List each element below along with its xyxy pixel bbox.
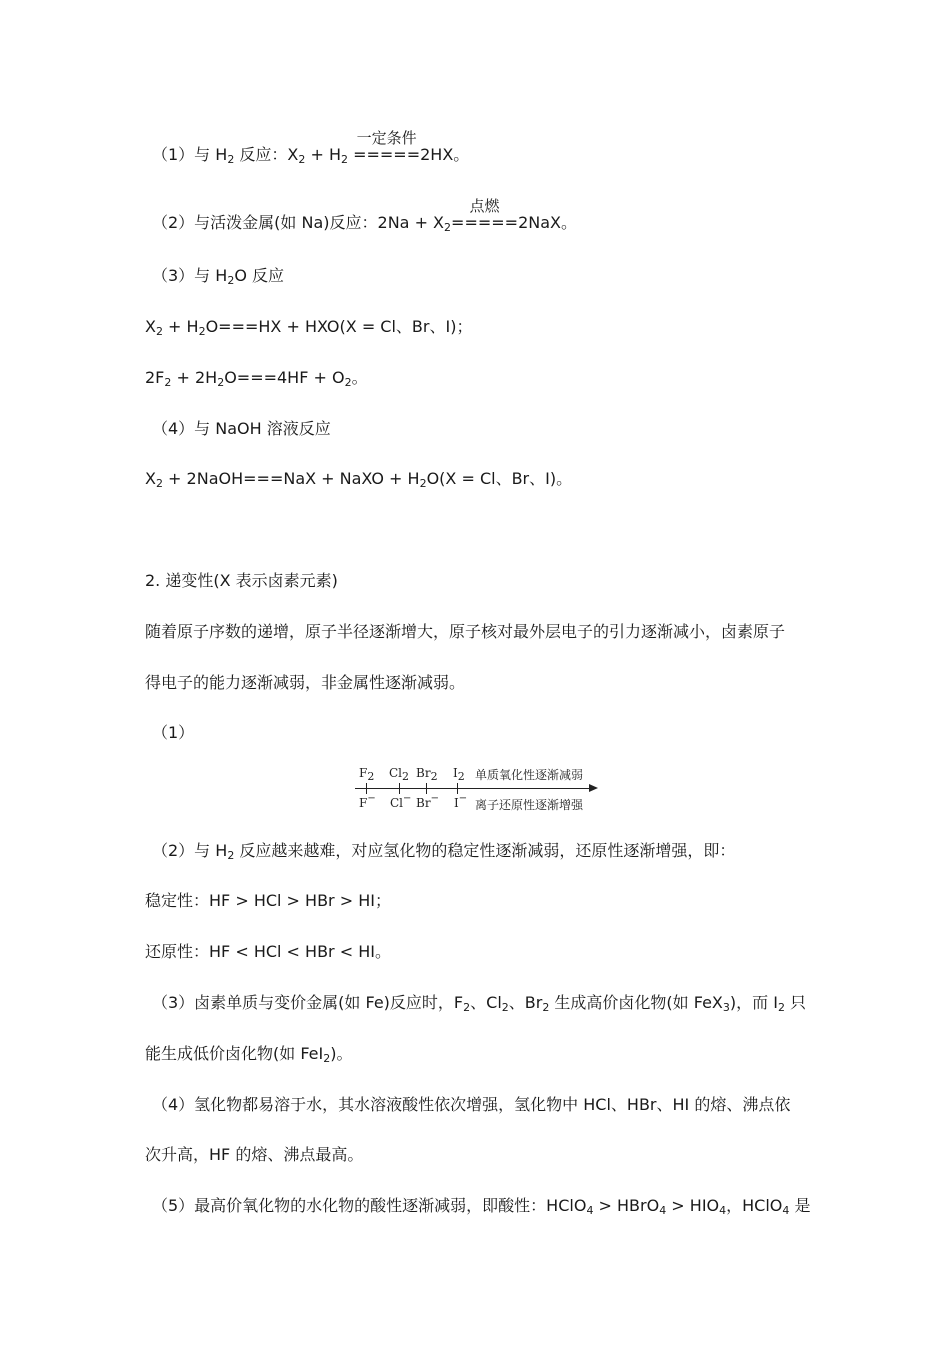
paragraph-line: 能生成低价卤化物(如 FeI$_2$)。 (145, 1044, 353, 1065)
reaction-metal: （2）与活泼金属(如 Na)反应：$2Na + X_2$ 点燃 =====2NaX。 (152, 197, 577, 234)
diagram-bottom-label: F− (359, 793, 376, 810)
diagram-bottom-text: 离子还原性逐渐增强 (475, 798, 584, 812)
diagram-tick (399, 783, 400, 794)
diagram-top-label: $I_2$ (453, 766, 465, 783)
equation-water-fluorine: $2F_2 + 2H_2O===4HF + O_2$。 (145, 368, 368, 389)
paragraph-line: 得电子的能力逐渐减弱，非金属性逐渐减弱。 (145, 673, 466, 692)
halogen-trend-diagram (355, 762, 600, 814)
diagram-bottom-label: I− (454, 793, 468, 810)
paragraph-line: 随着原子序数的递增，原子半径逐渐增大，原子核对最外层电子的引力逐渐减小，卤素原子 (145, 622, 786, 641)
reaction-h2: （1）与 $H_2$ 反应：$X_2 + H_2$ 一定条件 =====2HX。 (152, 129, 470, 166)
stability-order: 稳定性：HF > HCl > HBr > HI； (145, 891, 391, 910)
reaction-naoh-heading: （4）与 NaOH 溶液反应 (152, 419, 331, 438)
arrow-right-icon (589, 784, 598, 792)
section-heading: 2. 递变性(X 表示卤素元素) (145, 571, 338, 590)
item-hydride-trend: （2）与 $H_2$ 反应越来越难，对应氢化物的稳定性逐渐减弱，还原性逐渐增强，即： (152, 841, 736, 862)
reaction-condition: 一定条件 ===== (353, 129, 421, 164)
diagram-top-label: $F_2$ (359, 766, 375, 783)
diagram-tick (426, 783, 427, 794)
item-oxyacid-trend: （5）最高价氧化物的水化物的酸性逐渐减弱，即酸性：HClO$_4$ > HBrO$_4$ > $HIO_4$，HClO$_4$ 是 (152, 1196, 811, 1217)
equation-water-general: $X_2 + H_2O===HX + HXO(X = Cl$、Br、I)； (145, 317, 473, 338)
equation-naoh: $X_2$ + 2NaOH===NaX + NaXO + $H_2O(X = Cl$、Br、I)。 (145, 469, 573, 490)
diagram-axis (355, 788, 591, 789)
reaction-condition: 点燃 ===== (451, 197, 519, 232)
diagram-bottom-label: Cl− (390, 793, 412, 810)
paragraph-line: 次升高，HF 的熔、沸点最高。 (145, 1145, 364, 1164)
diagram-top-label: $Cl_2$ (389, 766, 410, 783)
item-label: （1） (152, 723, 195, 742)
item-hydride-solubility: （4）氢化物都易溶于水，其水溶液酸性依次增强，氢化物中 HCl、HBr、HI 的熔、沸点依 (152, 1095, 791, 1114)
diagram-bottom-label: Br− (416, 793, 439, 810)
reducibility-order: 还原性：HF < HCl < HBr < HI。 (145, 942, 391, 961)
item-variable-metal: （3）卤素单质与变价金属(如 Fe)反应时，$F_2$、$Cl_2$、$Br_2$ 生成高价卤化物(如 FeX$_3$)，而 $I_2$ 只 (152, 993, 807, 1014)
reaction-water-heading: （3）与 $H_2O$ 反应 (152, 266, 284, 287)
diagram-top-label: $Br_2$ (416, 766, 438, 783)
diagram-top-text: 单质氧化性逐渐减弱 (475, 768, 584, 782)
